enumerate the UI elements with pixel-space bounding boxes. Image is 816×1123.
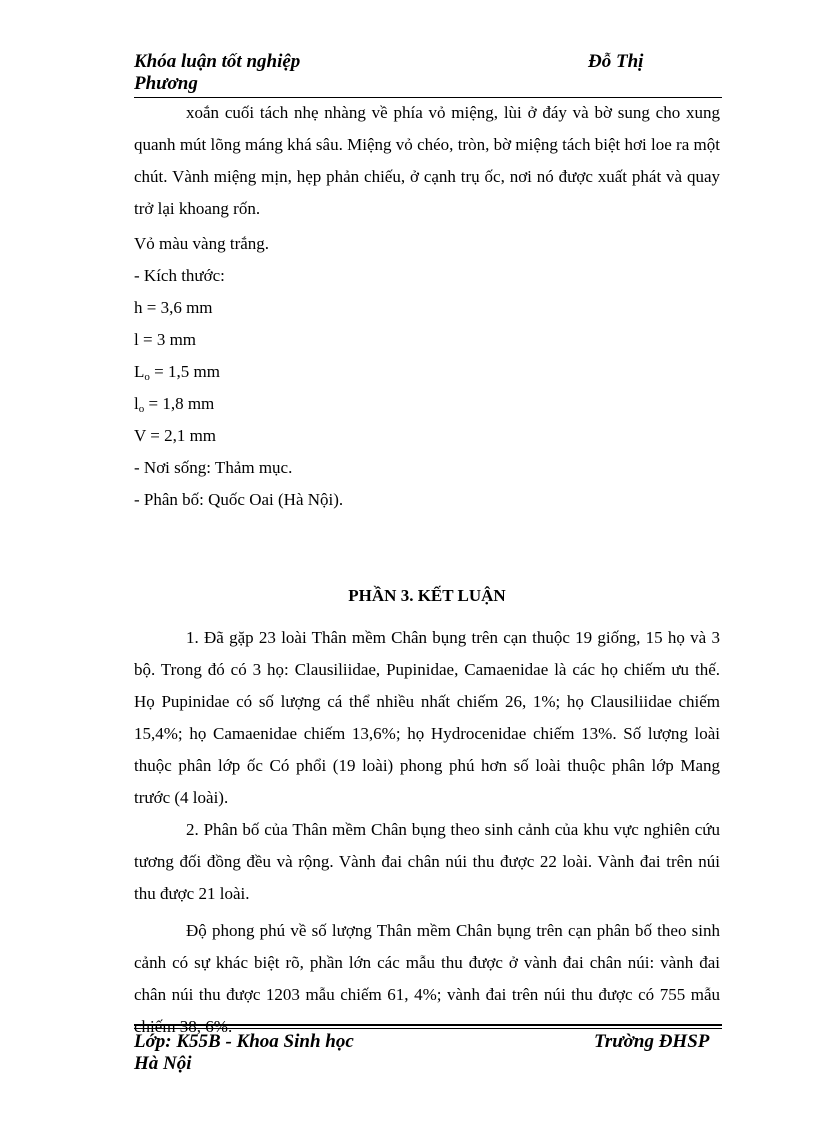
shell-color-line: Vỏ màu vàng trắng. — [134, 234, 270, 253]
footer-left-line2: Hà Nội — [134, 1053, 192, 1074]
intro-paragraph: xoắn cuối tách nhẹ nhàng về phía vỏ miệng, lùi ở đáy và bờ sung cho xung quanh mút lõng máng khá sâu. Miệng vỏ chéo, tròn, bờ miệng tách biệt hơi loe ra một chút. Vành miệng mịn, hẹp phản chiếu, ở cạnh trụ ốc, nơi nó được xuất phát và quay trở lại khoang rốn. — [134, 103, 720, 218]
measurement-lo — [134, 392, 214, 416]
measurement-l — [134, 328, 196, 352]
measurement-subscript: o — [138, 403, 145, 415]
measurement-Lo — [134, 360, 220, 384]
measurement-V — [134, 424, 216, 448]
footer-right: Trường ĐHSP — [594, 1031, 710, 1052]
conclusions-block — [134, 622, 720, 1043]
measurement-h — [134, 296, 213, 320]
measurement-value: = 3 mm — [142, 330, 197, 349]
habitat-line: - Nơi sống: Thảm mục. — [134, 458, 293, 477]
conclusion-paragraph: 1. Đã gặp 23 loài Thân mềm Chân bụng trên cạn thuộc 19 giống, 15 họ và 3 bộ. Trong đó có 3 họ: Clausiliidae, Pupinidae, Camaenidae là các họ chiếm ưu thế. Họ Pupinidae có số lượng cá thể nhiều nhất chiếm 26, 1%; họ Clausiliidae chiếm 15,4%; họ Camaenidae chiếm 13,6%; họ Hydrocenidae chiếm 13%. Số lượng loài thuộc phân lớp ốc Có phổi (19 loài) phong phú hơn số loài thuộc phân lớp Mang trước (4 loài). — [134, 628, 720, 807]
measurement-value: = 3,6 mm — [146, 298, 213, 317]
footer-rule-bottom — [134, 1028, 722, 1029]
measurement-symbol: V — [134, 426, 146, 445]
conclusion-paragraph: Độ phong phú về số lượng Thân mềm Chân bụng trên cạn phân bố theo sinh cảnh có sự khác biệt rõ, phần lớn các mẫu thu được ở vành đai chân núi: vành đai chân núi thu được 1203 mẫu chiếm 61, 4%; vành đai trên núi thu được có 755 mẫu chiếm 38, 6%. — [134, 921, 720, 1036]
intro-text-block — [134, 97, 720, 225]
measurement-symbol: h — [134, 298, 143, 317]
measurement-value: = 2,1 mm — [150, 426, 217, 445]
measurement-symbol: l — [134, 394, 139, 413]
distribution-line: - Phân bố: Quốc Oai (Hà Nội). — [134, 490, 344, 509]
header-left-line2: Phương — [134, 73, 198, 94]
section-title: PHẦN 3. KẾT LUẬN — [348, 586, 506, 605]
header-right: Đỗ Thị — [588, 51, 644, 72]
footer-left-line1: Lớp: K55B - Khoa Sinh học — [134, 1031, 354, 1052]
size-label: - Kích thước: — [134, 266, 225, 285]
measurement-symbol: L — [134, 362, 145, 381]
header-left-line1: Khóa luận tốt nghiệp — [134, 51, 301, 72]
measurement-value: = 1,8 mm — [148, 394, 215, 413]
footer-rule-top — [134, 1024, 722, 1026]
measurement-value: = 1,5 mm — [154, 362, 220, 381]
conclusion-paragraph: 2. Phân bố của Thân mềm Chân bụng theo sinh cảnh của khu vực nghiên cứu tương đối đồng đều và rộng. Vành đai chân núi thu được 22 loài. Vành đai trên núi thu được 21 loài. — [134, 820, 720, 903]
measurement-symbol: l — [134, 330, 139, 349]
measurement-subscript: o — [144, 371, 150, 383]
